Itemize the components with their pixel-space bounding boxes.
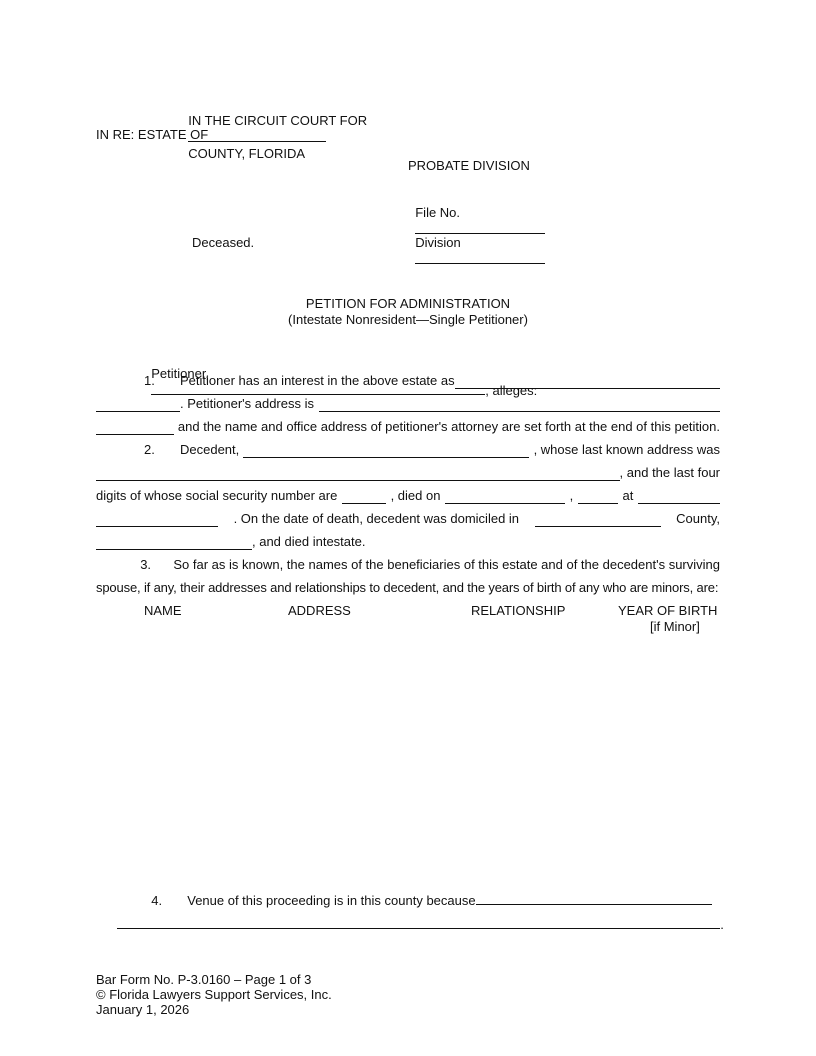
ssn-label: digits of whose social security number are [96, 488, 338, 503]
died-on-label: , died on [390, 488, 441, 503]
paragraph-3-line-1 [96, 557, 720, 573]
paragraph-2-line-3 [96, 488, 720, 504]
venue-period: . [720, 917, 724, 932]
document-subtitle: (Intestate Nonresident—Single Petitioner) [288, 312, 528, 327]
deceased-label: Deceased. [192, 235, 255, 250]
column-header-if-minor: [if Minor] [650, 619, 700, 634]
date-comma: , [569, 488, 574, 503]
last-four-label: , and the last four [619, 465, 720, 480]
column-header-name: NAME [144, 603, 182, 618]
last-address-label: , whose last known address was [533, 442, 720, 457]
probate-division-label: PROBATE DIVISION [408, 158, 530, 173]
place-of-death-field-continued[interactable] [96, 514, 218, 527]
division-label: Division [415, 235, 461, 250]
year-of-death-field[interactable] [578, 491, 618, 504]
died-intestate-label: , and died intestate. [252, 534, 366, 549]
column-header-address: ADDRESS [288, 603, 351, 618]
paragraph-2-number: 2. [144, 442, 155, 457]
place-of-death-field[interactable] [638, 491, 720, 504]
paragraph-1-line-2 [96, 396, 720, 412]
paragraph-3-text-2: spouse, if any, their addresses and relationships to decedent, and the years of birth of any who are minors, are: [96, 580, 719, 595]
attorney-address-text: and the name and office address of petitioner's attorney are set forth at the end of this petition. [177, 419, 720, 434]
interest-field[interactable] [455, 376, 720, 389]
column-header-year-of-birth: YEAR OF BIRTH [618, 603, 718, 618]
domiciled-label: . On the date of death, decedent was domiciled in [233, 511, 520, 526]
paragraph-3-text-1: So far as is known, the names of the beneficiaries of this estate and of the decedent's surviving [173, 557, 720, 572]
paragraph-1-number: 1. [144, 373, 155, 388]
decedent-label: Decedent, [180, 442, 240, 457]
division-field[interactable] [415, 251, 545, 264]
file-number-label: File No. [415, 205, 461, 220]
paragraph-1-text: Petitioner has an interest in the above estate as [180, 373, 455, 388]
paragraph-2-line-4 [96, 511, 720, 527]
last-known-address-field[interactable] [96, 468, 620, 481]
paragraph-3-number: 3. [140, 557, 152, 572]
county-suffix: COUNTY, FLORIDA [188, 146, 306, 161]
footer-date: January 1, 2026 [96, 1002, 190, 1017]
venue-reason-field-continued[interactable] [117, 916, 720, 929]
court-heading [181, 97, 367, 162]
paragraph-2-line-2 [96, 465, 720, 481]
paragraph-1-line-1 [96, 373, 720, 389]
petitioner-label: Petitioner, [151, 366, 210, 381]
paragraph-2-line-5 [96, 534, 720, 550]
petitioner-address-field-continued[interactable] [96, 422, 174, 435]
division-row [408, 219, 545, 268]
petitioner-address-label: . Petitioner's address is [180, 396, 314, 411]
domicile-state-field[interactable] [96, 537, 252, 550]
column-header-relationship: RELATIONSHIP [471, 603, 566, 618]
paragraph-4-line-2 [110, 900, 724, 933]
alleges-text: , alleges: [485, 383, 538, 398]
in-re-estate-label: IN RE: ESTATE OF [96, 127, 209, 142]
decedent-name-field[interactable] [243, 445, 529, 458]
date-of-death-field[interactable] [445, 491, 565, 504]
paragraph-1-line-3 [96, 419, 720, 435]
county-name-field[interactable] [188, 129, 326, 142]
ssn-last-four-field[interactable] [342, 491, 386, 504]
document-title: PETITION FOR ADMINISTRATION [305, 296, 511, 311]
footer-form-number: Bar Form No. P-3.0160 – Page 1 of 3 [96, 972, 312, 987]
county-label: County, [676, 511, 720, 526]
venue-label: Venue of this proceeding is in this county because [187, 893, 476, 908]
at-label: at [622, 488, 634, 503]
interest-field-continued[interactable] [96, 399, 180, 412]
footer-copyright: © Florida Lawyers Support Services, Inc. [96, 987, 332, 1002]
petitioner-address-field[interactable] [319, 399, 720, 412]
court-prefix: IN THE CIRCUIT COURT FOR [188, 113, 368, 128]
paragraph-2-line-1 [96, 442, 720, 458]
paragraph-4-number: 4. [151, 893, 163, 908]
domicile-county-field[interactable] [535, 514, 661, 527]
